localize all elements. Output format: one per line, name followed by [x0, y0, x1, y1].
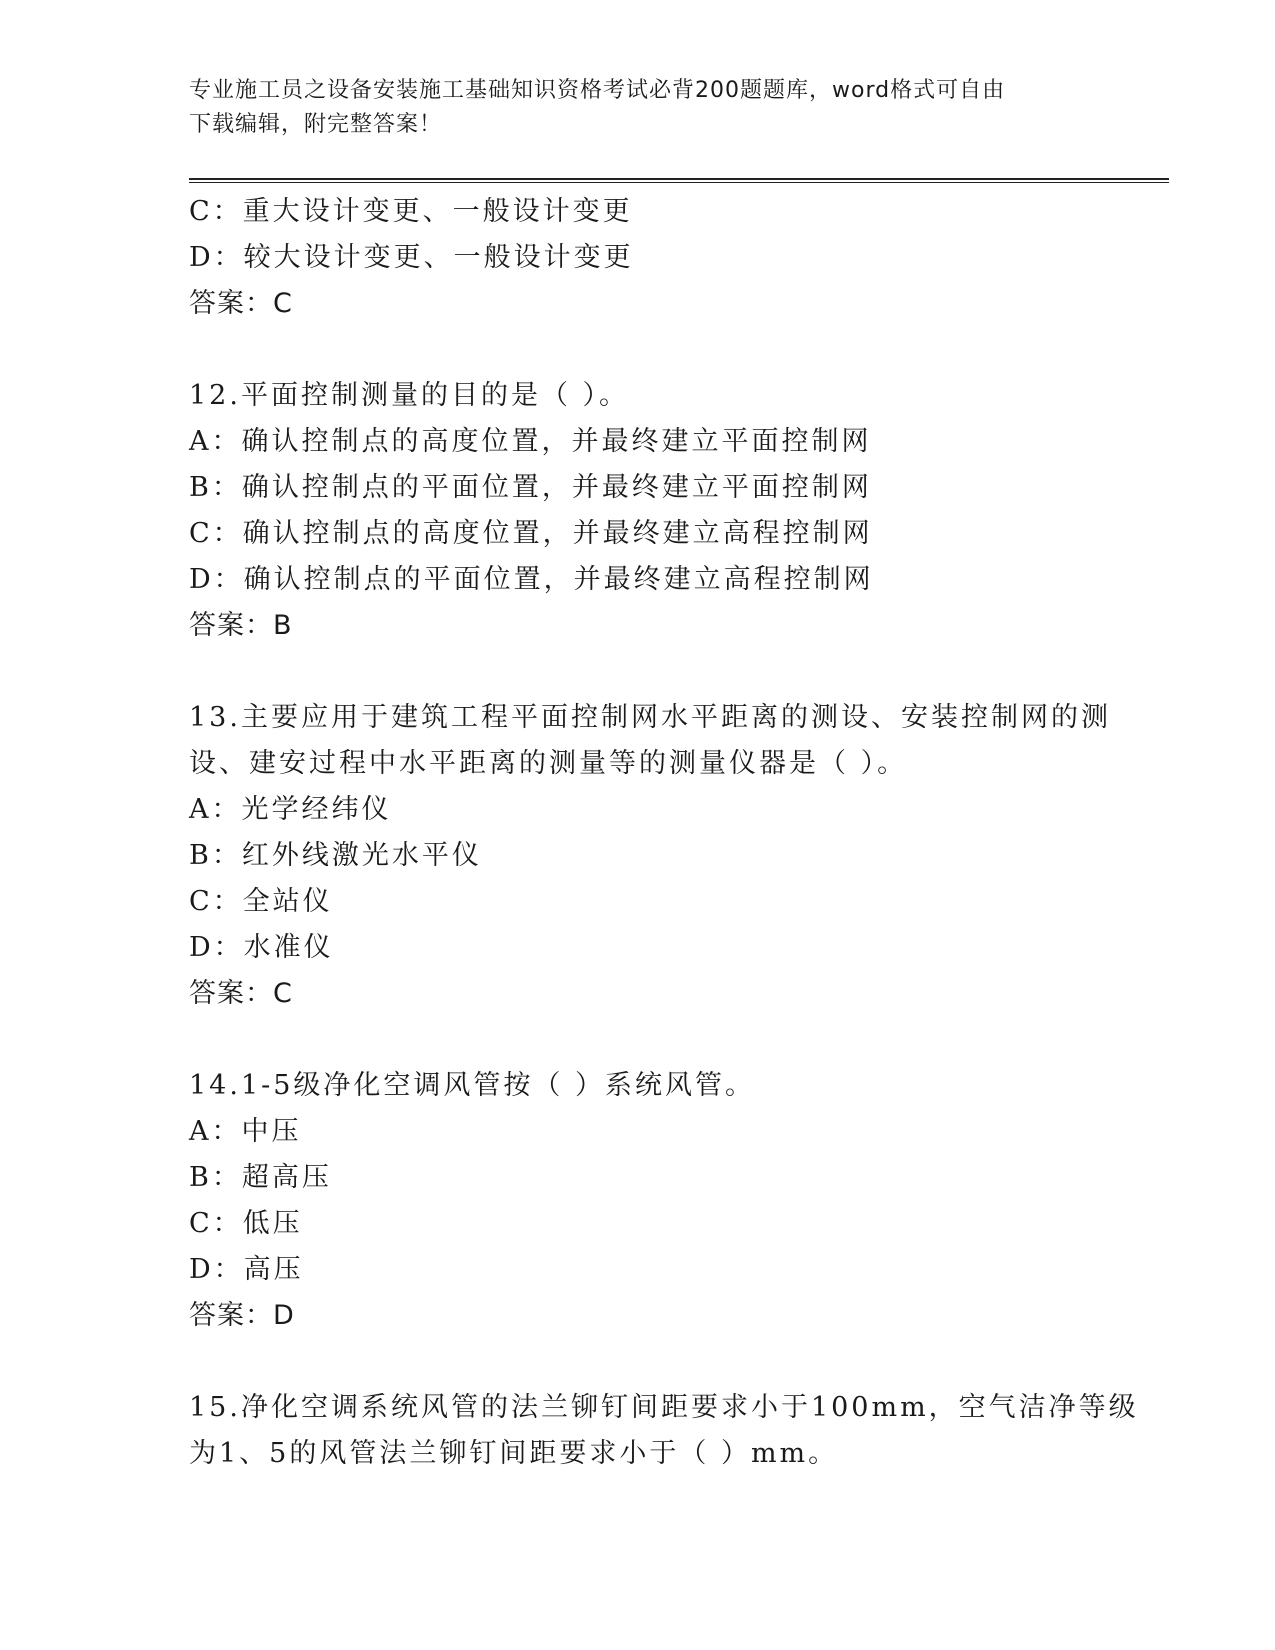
- spacer: [189, 1339, 1089, 1385]
- option-text: A：确认控制点的高度位置，并最终建立平面控制网: [189, 426, 872, 457]
- header-divider: [189, 178, 1169, 183]
- question-stem: 为1、5的风管法兰铆钉间距要求小于（ ）mm。: [189, 1438, 839, 1469]
- question-stem: 13.主要应用于建筑工程平面控制网水平距离的测设、安装控制网的测: [189, 702, 1111, 733]
- option-text: A：中压: [189, 1116, 302, 1147]
- option-text: C：确认控制点的高度位置，并最终建立高程控制网: [189, 518, 873, 549]
- question-stem: 14.1-5级净化空调风管按（ ）系统风管。: [189, 1070, 756, 1101]
- header-line-1: 专业施工员之设备安装施工基础知识资格考试必背200题题库，word格式可自由: [189, 78, 1006, 103]
- option-text: B：超高压: [189, 1162, 332, 1193]
- question-block: [189, 1385, 1139, 1477]
- option-text: D：较大设计变更、一般设计变更: [189, 242, 634, 273]
- question-stem: 15.净化空调系统风管的法兰铆钉间距要求小于100mm，空气洁净等级: [189, 1392, 1139, 1423]
- question-stem: 12.平面控制测量的目的是（ ）。: [189, 380, 630, 411]
- answer-text: 答案：D: [189, 1300, 295, 1331]
- spacer: [189, 327, 1089, 373]
- option-text: D：高压: [189, 1254, 304, 1285]
- option-text: D：水准仪: [189, 932, 334, 963]
- option-text: D：确认控制点的平面位置，并最终建立高程控制网: [189, 564, 874, 595]
- question-block: [189, 1063, 1089, 1339]
- answer-text: 答案：C: [189, 288, 293, 319]
- option-text: B：确认控制点的平面位置，并最终建立平面控制网: [189, 472, 872, 503]
- option-text: C：全站仪: [189, 886, 333, 917]
- answer-text: 答案：B: [189, 610, 293, 641]
- option-text: B：红外线激光水平仪: [189, 840, 482, 871]
- question-stem: 设、建安过程中水平距离的测量等的测量仪器是（ ）。: [189, 748, 908, 779]
- question-content: [189, 189, 1139, 1477]
- document-header: [189, 74, 1089, 142]
- spacer: [189, 1017, 1089, 1063]
- answer-text: 答案：C: [189, 978, 293, 1009]
- spacer: [189, 649, 1089, 695]
- question-block: [189, 373, 1089, 649]
- question-block: [189, 695, 1111, 1017]
- header-line-2: 下载编辑，附完整答案！: [189, 112, 443, 137]
- option-text: A：光学经纬仪: [189, 794, 392, 825]
- option-text: C：低压: [189, 1208, 303, 1239]
- option-text: C：重大设计变更、一般设计变更: [189, 196, 633, 227]
